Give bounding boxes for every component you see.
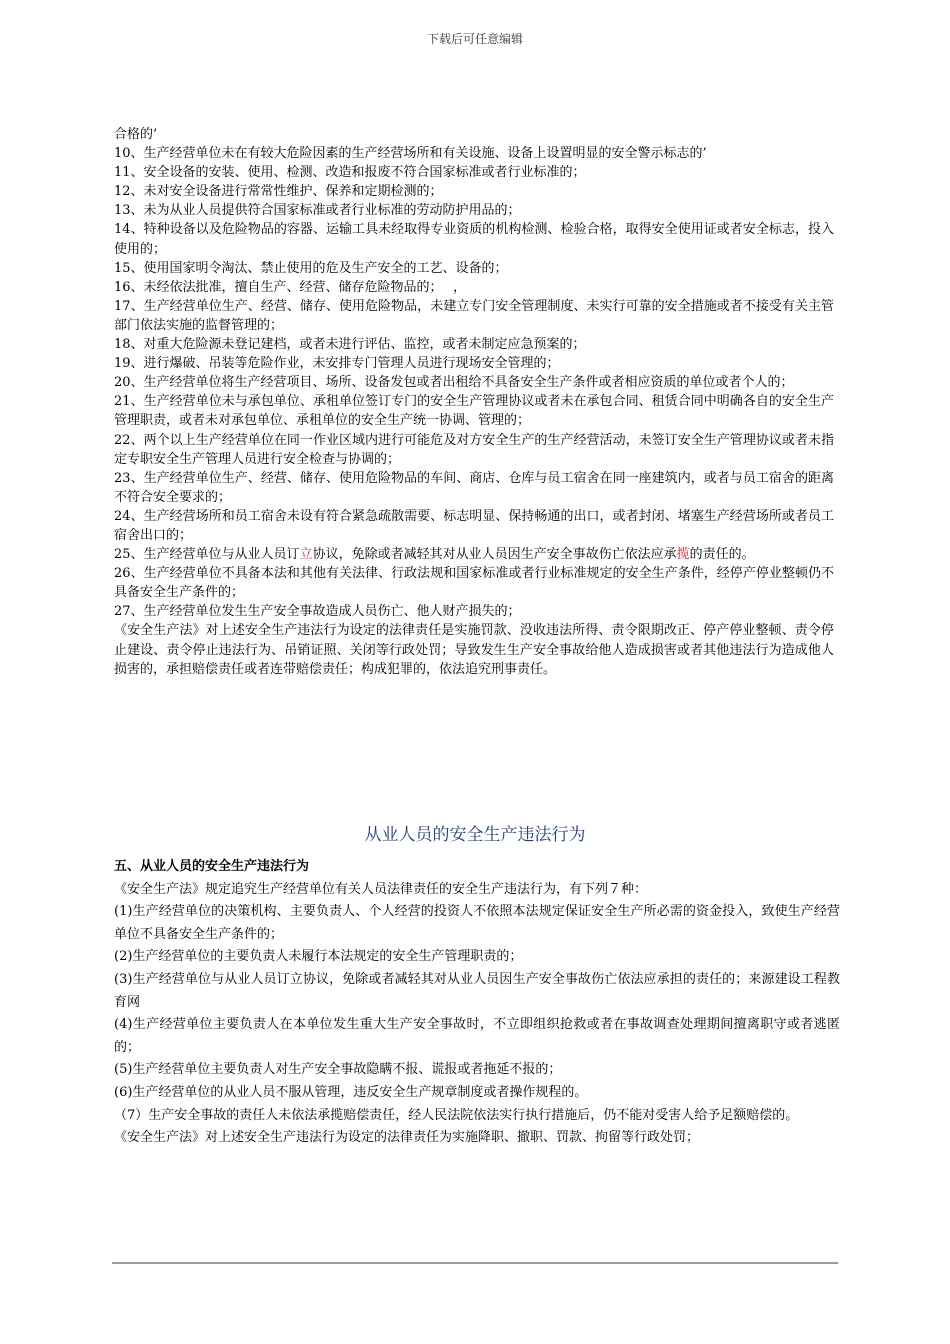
list-item: 26、生产经营单位不具备本法和其他有关法律、行政法规和国家标准或者行业标准规定的安全生产条件，经停产停业整顿仍不具备安全生产条件的； <box>114 566 834 601</box>
page-header: 下载后可任意编辑 <box>426 32 523 46</box>
summary-paragraph: 《安全生产法》对上述安全生产违法行为设定的法律责任是实施罚款、没收违法所得、责令限期改正、停产停业整顿、责令停止建设、责令停止违法行为、吊销证照、关闭等行政处罚；导致发生生产安全事故给他人造成损害或者其他违法行为造成他人损害的，承担赔偿责任或者连带赔偿责任；构成犯罪的，依法追究刑事责任。 <box>114 623 834 677</box>
list-item: 24、生产经营场所和员工宿舍未设有符合紧急疏散需要、标志明显、保持畅通的出口，或者封闭、堵塞生产经营场所或者员工宿舍出口的； <box>114 508 834 543</box>
list-item: 14、特种设备以及危险物品的容器、运输工具未经取得专业资质的机构检测、检验合格，取得安全使用证或者安全标志，投入使用的； <box>114 222 834 257</box>
item-25-part2: 协议，免除或者减轻其对从业人员因生产安全事故伤亡依法应承 <box>312 547 677 563</box>
list-item: 15、使用国家明令淘汰、禁止使用的危及生产安全的工艺、设备的； <box>114 260 508 276</box>
list-item: 21、生产经营单位未与承包单位、承租单位签订专门的安全生产管理协议或者未在承包合同、租赁合同中明确各自的安全生产管理职责，或者未对承包单位、承租单位的安全生产统一协调、管理的； <box>114 394 834 429</box>
section-title: 从业人员的安全生产违法行为 <box>364 825 586 845</box>
list-item: 22、两个以上生产经营单位在同一作业区域内进行可能危及对方安全生产的生产经营活动，未签订安全生产管理协议或者未指定专职安全生产管理人员进行安全检查与协调的； <box>114 432 834 467</box>
section-heading: 五、从业人员的安全生产违法行为 <box>114 859 310 874</box>
list-item: 19、进行爆破、吊装等危险作业，未安排专门管理人员进行现场安全管理的； <box>114 356 560 372</box>
paragraph: 《安全生产法》规定追究生产经营单位有关人员法律责任的安全生产违法行为，有下列７种： <box>114 881 648 897</box>
violation-list-upper <box>114 125 834 679</box>
paragraph: (6)生产经营单位的从业人员不服从管理，违反安全生产规章制度或者操作规程的。 <box>114 1084 588 1100</box>
paragraph: (1)生产经营单位的决策机构、主要负责人、个人经营的投资人不依照本法规定保证安全生产所必需的资金投入，致使生产经营单位不具备安全生产条件的； <box>114 904 840 942</box>
list-item: 11、安全设备的安装、使用、检测、改造和报废不符合国家标准或者行业标准的； <box>114 165 586 181</box>
list-item: 17、生产经营单位生产、经营、储存、使用危险物品，未建立专门安全管理制度、未实行可靠的安全措施或者不接受有关主管部门依法实施的监督管理的； <box>114 298 834 333</box>
paragraph: (4)生产经营单位主要负责人在本单位发生重大生产安全事故时，不立即组织抢救或者在事故调查处理期间擅离职守或者逃匿的； <box>114 1017 840 1055</box>
list-item: 16、未经依法批准，擅自生产、经营、储存危险物品的； ， <box>114 279 467 295</box>
list-item: 10、生产经营单位未在有较大危险因素的生产经营场所和有关设施、设备上设置明显的安全警示标志的’ <box>114 146 707 162</box>
paragraph: (3)生产经营单位与从业人员订立协议，免除或者减轻其对从业人员因生产安全事故伤亡依法应承担的责任的；来源建设工程教育网 <box>114 971 840 1010</box>
list-item: 12、未对安全设备进行常常性维护、保养和定期检测的； <box>114 184 443 200</box>
item-25-part3: 的责任的。 <box>689 547 755 563</box>
item-25-red-char-1: 立 <box>299 547 313 563</box>
item-25-part1: 25、生产经营单位与从业人员订 <box>114 547 300 563</box>
paragraph: (2)生产经营单位的主要负责人未履行本法规定的安全生产管理职责的； <box>114 949 523 965</box>
list-item: 18、对重大危险源未登记建档，或者未进行评估、监控，或者未制定应急预案的； <box>114 337 586 353</box>
list-item-25 <box>114 545 834 564</box>
paragraph: （7）生产安全事故的责任人未依法承揽赔偿责任，经人民法院依法实行执行措施后，仍不能对受害人给予足额赔偿的。 <box>114 1107 799 1123</box>
list-item: 23、生产经营单位生产、经营、储存、使用危险物品的车间、商店、仓库与员工宿舍在同一座建筑内，或者与员工宿舍的距离不符合安全要求的； <box>114 470 834 505</box>
list-item: 27、生产经营单位发生生产安全事故造成人员伤亡、他人财产损失的； <box>114 604 521 620</box>
list-item: 13、未为从业人员提供符合国家标准或者行业标准的劳动防护用品的； <box>114 203 521 219</box>
paragraph: (5)生产经营单位主要负责人对生产安全事故隐瞒不报、谎报或者拖延不报的； <box>114 1062 562 1078</box>
footer-divider <box>112 1262 838 1264</box>
employee-violations-section <box>114 856 840 1150</box>
list-item: 20、生产经营单位将生产经营项目、场所、设备发包或者出租给不具备安全生产条件或者相应资质的单位或者个人的； <box>114 375 794 391</box>
paragraph: 《安全生产法》对上述安全生产违法行为设定的法律责任为实施降职、撤职、罚款、拘留等行政处罚； <box>114 1130 700 1146</box>
list-item: 合格的’ <box>114 127 158 142</box>
item-25-red-char-2: 揽 <box>676 547 690 563</box>
